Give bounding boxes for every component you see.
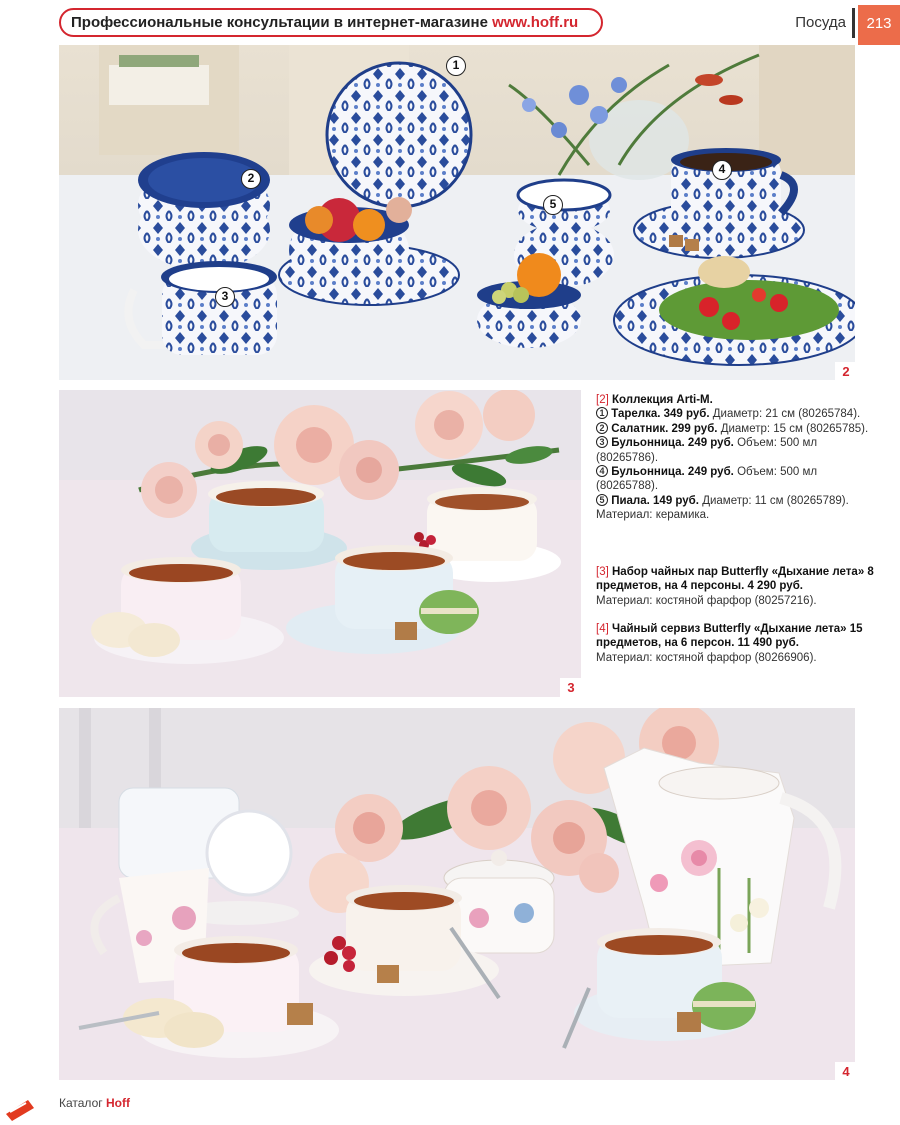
- promo-url-link[interactable]: www.hoff.ru: [492, 14, 579, 31]
- photo-tea-service: [59, 708, 855, 1080]
- photo-arti-collection: [59, 45, 855, 380]
- item-code: (80265784).: [798, 408, 861, 421]
- hoff-logo: [4, 1092, 36, 1122]
- ref-2: [2]: [596, 394, 609, 406]
- arti-item-bouillon-cup-2: [596, 465, 876, 494]
- item-name-price: Салатник. 299 руб.: [611, 422, 718, 435]
- tea-service-title: Чайный сервиз Butterfly «Дыхание лета» 15 предметов, на 6 персон. 11 490 руб.: [596, 623, 863, 650]
- callout-4: 4: [712, 160, 732, 180]
- item-code: (80265788).: [596, 480, 659, 493]
- tea-service-material: Материал: костяной фарфор (80266906).: [596, 651, 817, 664]
- item-code: (80265786).: [596, 451, 659, 464]
- photo-label-3: 3: [560, 678, 582, 698]
- item-code: (80265785).: [806, 422, 869, 435]
- item-number-badge: 1: [596, 407, 608, 419]
- ref-3: [3]: [596, 566, 609, 578]
- arti-collection-title: Коллекция Arti-M.: [612, 394, 713, 406]
- callout-1: 1: [446, 56, 466, 76]
- item-number-badge: 2: [596, 422, 608, 434]
- item-number-badge: 3: [596, 436, 608, 448]
- catalog-footer: [59, 1096, 130, 1110]
- tea-pairs-material: Материал: костяной фарфор (80257216).: [596, 594, 817, 607]
- arti-item-bowl: [596, 494, 876, 523]
- arti-collection-description: [596, 393, 876, 523]
- promo-banner[interactable]: [59, 8, 603, 37]
- item-name-price: Пиала. 149 руб.: [611, 494, 699, 507]
- item-detail: Диаметр: 21 см: [712, 408, 795, 421]
- header-divider: [852, 8, 855, 38]
- item-detail: Объем: 500 мл: [737, 437, 818, 450]
- photo-label-2: 2: [835, 362, 857, 382]
- item-detail: Диаметр: 11 см: [702, 494, 784, 507]
- item-number-badge: 4: [596, 465, 608, 477]
- photo-label-4: 4: [835, 1062, 857, 1082]
- tea-service-description: [596, 622, 876, 665]
- catalog-label: Каталог: [59, 1096, 103, 1110]
- callout-5: 5: [543, 195, 563, 215]
- arti-item-plate: [596, 407, 876, 421]
- ref-4: [4]: [596, 623, 609, 635]
- photo-tea-pairs: [59, 390, 581, 697]
- item-detail: Диаметр: 15 см: [720, 422, 803, 435]
- arti-item-bouillon-cup-1: [596, 436, 876, 465]
- tea-pairs-title: Набор чайных пар Butterfly «Дыхание лета» 8 предметов, на 4 персоны. 4 290 руб.: [596, 566, 874, 593]
- callout-3: 3: [215, 287, 235, 307]
- item-detail: Объем: 500 мл: [737, 466, 818, 479]
- item-number-badge: 5: [596, 494, 608, 506]
- promo-text: Профессиональные консультации в интернет-магазине: [71, 14, 488, 31]
- item-code: (80265789). Материал: керамика.: [596, 494, 849, 522]
- arti-item-salad-bowl: [596, 422, 876, 436]
- page-number: 213: [858, 5, 900, 45]
- callout-2: 2: [241, 169, 261, 189]
- item-name-price: Тарелка. 349 руб.: [611, 408, 710, 421]
- arti-collection-heading: [596, 393, 876, 407]
- section-title: Посуда: [795, 14, 846, 31]
- item-name-price: Бульонница. 249 руб.: [611, 437, 734, 450]
- tea-pairs-description: [596, 565, 876, 608]
- item-name-price: Бульонница. 249 руб.: [611, 466, 734, 479]
- catalog-brand: Hoff: [105, 1096, 130, 1110]
